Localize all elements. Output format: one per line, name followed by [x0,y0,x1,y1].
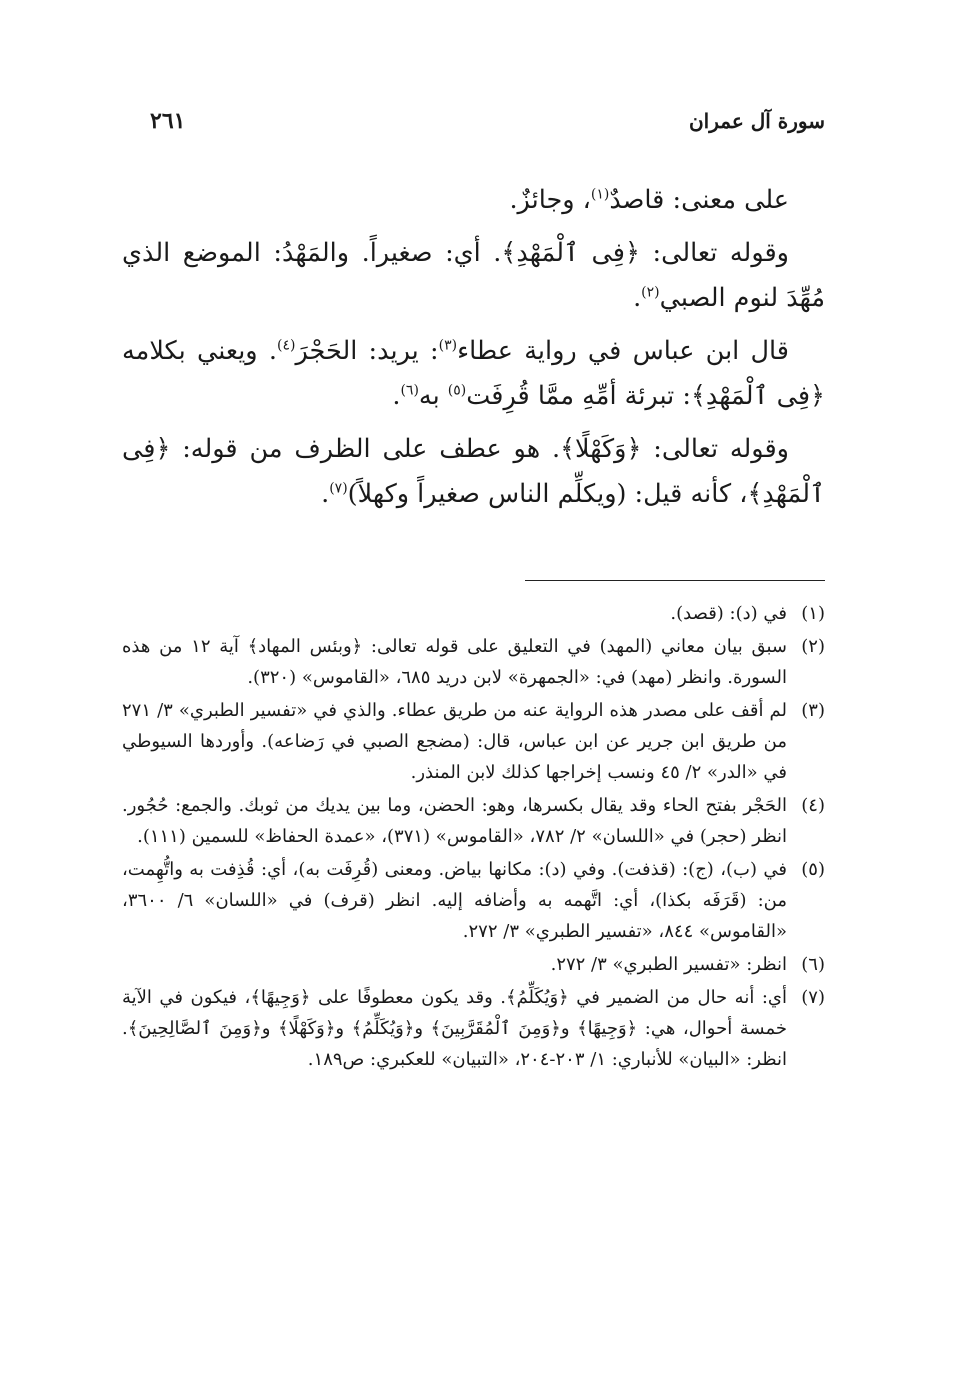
text: : يريد: الحَجْرَ [295,336,439,366]
surah-title: سورة آل عمران [688,109,825,133]
footnote [122,982,825,1075]
footnote-number: (٥) [801,859,825,880]
footnote-text: سبق بيان معاني (المهد) في التعليق على قوله تعالى: ﴿وبئس المهاد﴾ آية ١٢ من هذه السورة. وانظر (مهد) في: «الجمهرة» لابن دريد ٦٨٥، «القاموس» (٣٢٠). [122,636,787,688]
footnote [122,790,825,852]
footnote-number: (٣) [801,700,825,721]
footnote [122,949,825,980]
footnote-ref: (٣) [438,337,458,354]
footnote [122,598,825,629]
footnote [122,631,825,693]
text: . [633,283,642,313]
paragraph-3 [122,329,825,419]
footnote-number: (٧) [801,987,825,1008]
text: وقوله تعالى: ﴿فِى ٱلْمَهْدِ﴾. أي: صغيراً. والمَهْدُ: الموضع الذي مُهِّدَ لنوم الصبي [122,238,825,313]
text: به [418,381,448,411]
footnote-ref: (٧) [329,480,348,497]
text: وقوله تعالى: ﴿وَكَهْلًا﴾. هو عطف على الظرف من قوله: ﴿فِى ٱلْمَهْدِ﴾، كأنه قيل: (ويكلِّم الناس صغيراً وكهلاً) [122,434,825,509]
text: على معنى: قاصدٌ [609,185,789,215]
text: . [321,479,330,509]
footnote-text: في (ب)، (ج): (قذفت). وفي (د): مكانها بياض. ومعنى (قُرِفَت به)، أي: قُذِفت به واتُّهِمت، من: (قَرَفَه بكذا)، أي: اتَّهمه به وأضافه إليه. انظر (قرف) في «اللسان» ٦/ ٣٦٠٠، «القاموس» ٨٤٤، «تفسير الطبري» ٣/ ٢٧٢. [122,859,787,942]
footnote [122,854,825,947]
footnote-text: أي: أنه حال من الضمير في ﴿وَيُكَلِّمُ﴾. وقد يكون معطوفًا على ﴿وَجِيهًا﴾، فيكون في الآية خمسة أحوال، هي: ﴿وَجِيهًا﴾ و﴿وَمِنَ ٱلْمُقَرَّبِينَ﴾ و﴿وَيُكَلِّمُ﴾ و﴿وَكَهْلًا﴾ و﴿وَمِنَ ٱلصَّالِحِينَ﴾. انظر: «البيان» للأنباري: ١/ ٢٠٣-٢٠٤، «التبيان» للعكبري: ص١٨٩. [122,987,787,1070]
footnote-number: (٤) [801,795,825,816]
text: . [392,381,401,411]
footnote-divider [525,580,825,581]
page-number: ٢٦١ [150,108,186,134]
footnote-ref: (٢) [641,284,660,301]
footnote-text: في (د): (قصد). [670,603,787,624]
footnote-text: انظر: «تفسير الطبري» ٣/ ٢٧٢. [550,954,787,975]
footnote-number: (٦) [801,954,825,975]
footnote-number: (١) [801,603,825,624]
paragraph-4 [122,427,825,517]
footnote-ref: (٦) [400,382,419,399]
footnote-number: (٢) [801,636,825,657]
page-header [150,108,825,134]
main-text [122,178,825,525]
footnote [122,695,825,788]
footnote-text: لم أقف على مصدر هذه الرواية عنه من طريق عطاء. والذي في «تفسير الطبري» ٣/ ٢٧١ من طريق ابن جرير عن ابن عباس، قال: (مضجع الصبي في رَضاعه). وأوردها السيوطي في «الدر» ٢/ ٤٥ ونسب إخراجها كذلك لابن المنذر. [122,700,787,783]
footnotes [122,598,825,1077]
footnote-text: الحَجْر بفتح الحاء وقد يقال بكسرها، وهو: الحضن، وما بين يديك من ثوبك. والجمع: حُجُور. انظر (حجر) في «اللسان» ٢/ ٧٨٢، «القاموس» (٣٧١)، «عمدة الحفاظ» للسمين (١١١). [122,795,787,847]
text: قال ابن عباس في رواية عطاء [457,336,789,366]
footnote-ref: (١) [590,186,610,203]
footnote-ref: (٥) [447,382,467,399]
paragraph-2 [122,231,825,321]
text: ، وجائزٌ. [509,185,591,215]
footnote-ref: (٤) [276,337,296,354]
paragraph-1 [122,178,825,223]
text: . ويعني بكلامه ﴿فِى ٱلْمَهْدِ﴾: تبرئة أمِّهِ ممَّا قُرِفَت [122,336,825,411]
